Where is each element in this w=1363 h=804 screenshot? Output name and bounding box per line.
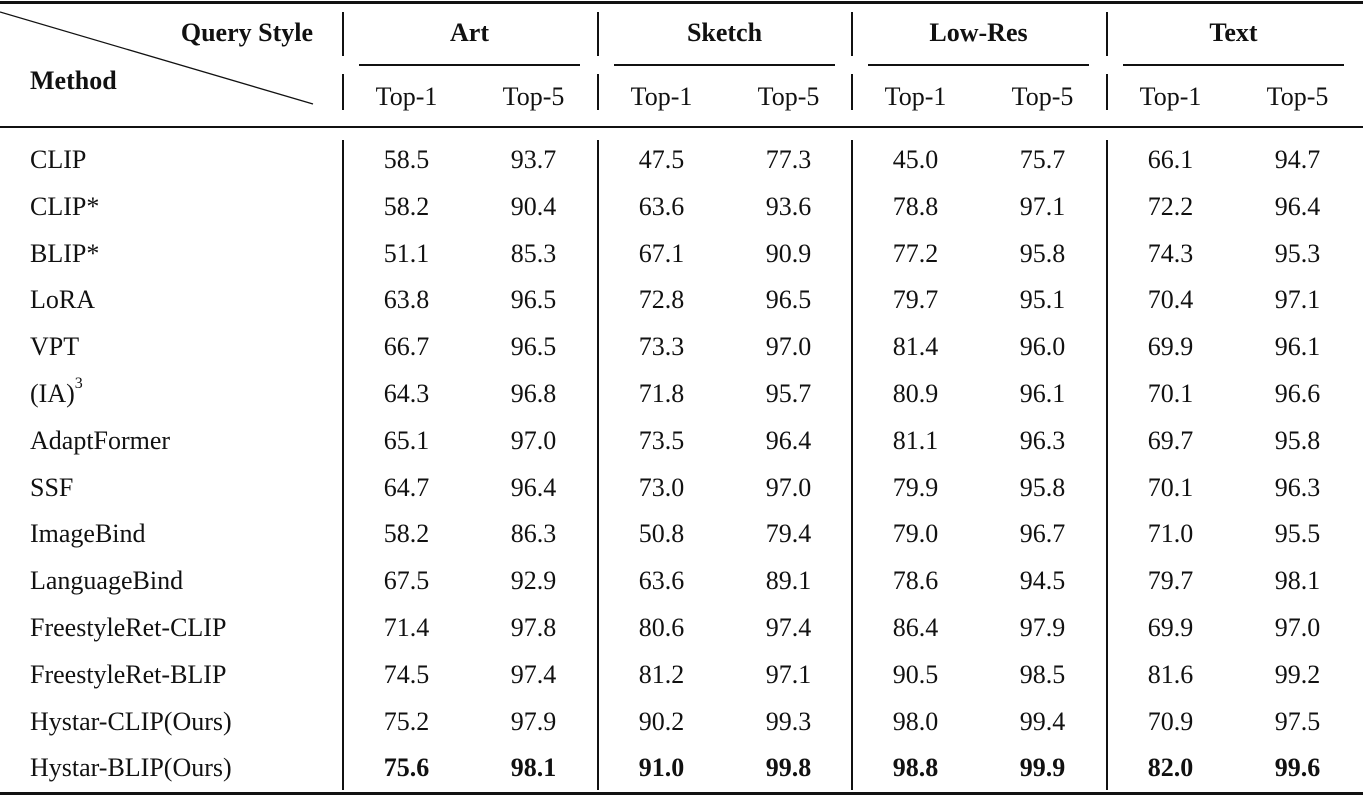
value-cell: 97.1: [1274, 285, 1321, 315]
method-name: [30, 426, 170, 456]
method-text: (IA): [30, 379, 75, 408]
value-cell: 72.8: [638, 285, 685, 315]
table-row: [0, 513, 1363, 559]
value-cell: 97.9: [510, 706, 557, 736]
table-row: [0, 373, 1363, 419]
value-cell: 97.1: [765, 659, 812, 689]
method-text: LanguageBind: [30, 566, 184, 596]
value-cell: 95.8: [1019, 238, 1066, 268]
value-cell: 96.1: [1019, 379, 1066, 408]
value-cell: 47.5: [638, 145, 685, 174]
value-cell: 99.2: [1274, 659, 1321, 689]
method-name: [30, 145, 86, 175]
method-name: [30, 519, 146, 549]
subcolumn-header: Top-1: [630, 82, 693, 111]
table-row: [0, 420, 1363, 466]
method-name: [30, 707, 232, 737]
value-cell: 81.2: [638, 659, 685, 689]
value-cell: 74.5: [383, 659, 430, 689]
value-cell: 70.9: [1147, 706, 1194, 736]
group-header: Art: [450, 18, 489, 47]
value-cell: 63.8: [383, 285, 430, 315]
value-cell: 45.0: [892, 145, 939, 174]
group-underline: [1123, 64, 1344, 66]
subcolumn-header: Top-1: [884, 82, 947, 111]
value-cell: 74.3: [1147, 238, 1194, 268]
method-name: [30, 285, 95, 315]
value-cell: 70.1: [1147, 472, 1194, 502]
subcolumn-header: Top-1: [375, 82, 438, 111]
subcolumn-header: Top-5: [1011, 82, 1074, 111]
method-text: FreestyleRet-BLIP: [30, 659, 227, 689]
value-cell: 97.1: [1019, 191, 1066, 221]
table-row: [0, 467, 1363, 513]
value-cell: 95.8: [1019, 472, 1066, 502]
value-cell: 95.1: [1019, 285, 1066, 315]
value-cell: 96.5: [765, 285, 812, 315]
value-cell: 95.3: [1274, 238, 1321, 268]
value-cell: 86.3: [510, 519, 557, 549]
group-underline: [359, 64, 580, 66]
value-cell: 58.2: [383, 191, 430, 221]
table-row: [0, 654, 1363, 700]
value-cell: 96.0: [1019, 332, 1066, 362]
method-text: FreestyleRet-CLIP: [30, 613, 227, 642]
value-cell: 97.4: [510, 659, 557, 689]
value-cell: 97.0: [765, 332, 812, 362]
value-cell: 97.5: [1274, 706, 1321, 736]
table-row: [0, 747, 1363, 793]
value-cell: 96.6: [1274, 379, 1321, 408]
value-cell: 96.4: [1274, 191, 1321, 221]
table-row: [0, 560, 1363, 606]
value-cell: 98.0: [892, 706, 939, 736]
value-cell: 79.4: [765, 519, 812, 549]
table-row: [0, 139, 1363, 185]
value-cell: 51.1: [383, 238, 430, 268]
value-cell: 96.4: [765, 425, 812, 455]
value-cell: 79.9: [892, 472, 939, 502]
value-cell: 95.7: [765, 379, 812, 408]
value-cell: 93.7: [510, 145, 557, 174]
value-cell: 91.0: [638, 753, 685, 783]
method-superscript: 3: [74, 375, 83, 392]
group-underline: [614, 64, 835, 66]
value-cell: 77.3: [765, 145, 812, 174]
value-cell: 94.7: [1274, 145, 1321, 174]
value-cell: 98.5: [1019, 659, 1066, 689]
value-cell: 97.0: [1274, 613, 1321, 642]
value-cell: 50.8: [638, 519, 685, 549]
method-name: [30, 753, 232, 783]
method-name: [30, 332, 79, 362]
value-cell: 79.7: [892, 285, 939, 315]
group-underline: [868, 64, 1089, 66]
method-name: [30, 660, 226, 690]
value-cell: 93.6: [765, 191, 812, 221]
value-cell: 99.8: [765, 753, 812, 783]
header-rule: [0, 126, 1363, 128]
subcolumn-header: Top-5: [757, 82, 820, 111]
value-cell: 99.9: [1019, 753, 1066, 783]
value-cell: 90.5: [892, 659, 939, 689]
method-name: [30, 566, 183, 596]
method-label: Method: [30, 66, 117, 95]
value-cell: 75.2: [383, 706, 430, 736]
value-cell: 78.6: [892, 566, 939, 596]
method-name: [30, 613, 226, 643]
table-row: [0, 701, 1363, 747]
method-text: CLIP: [30, 145, 87, 174]
value-cell: 98.1: [1274, 566, 1321, 596]
value-cell: 81.4: [892, 332, 939, 362]
value-cell: 71.8: [638, 379, 685, 408]
value-cell: 63.6: [638, 191, 685, 221]
table-row: [0, 279, 1363, 325]
value-cell: 70.4: [1147, 285, 1194, 315]
value-cell: 65.1: [383, 425, 430, 455]
method-text: LoRA: [30, 285, 95, 315]
method-text: BLIP*: [30, 238, 100, 268]
value-cell: 96.3: [1019, 425, 1066, 455]
value-cell: 97.0: [765, 472, 812, 502]
value-cell: 72.2: [1147, 191, 1194, 221]
value-cell: 66.1: [1147, 145, 1194, 174]
value-cell: 69.9: [1147, 332, 1194, 362]
value-cell: 96.4: [510, 472, 557, 502]
value-cell: 94.5: [1019, 566, 1066, 596]
method-text: VPT: [30, 332, 80, 362]
value-cell: 95.8: [1274, 425, 1321, 455]
value-cell: 90.9: [765, 238, 812, 268]
method-name: [30, 375, 83, 409]
subcolumn-header: Top-1: [1139, 82, 1202, 111]
value-cell: 63.6: [638, 566, 685, 596]
table-row: [0, 326, 1363, 372]
value-cell: 77.2: [892, 238, 939, 268]
value-cell: 85.3: [510, 238, 557, 268]
group-header: Text: [1209, 18, 1258, 47]
value-cell: 99.3: [765, 706, 812, 736]
value-cell: 99.4: [1019, 706, 1066, 736]
value-cell: 99.6: [1274, 753, 1321, 783]
value-cell: 69.9: [1147, 613, 1194, 642]
group-header: Sketch: [686, 18, 763, 47]
value-cell: 79.7: [1147, 566, 1194, 596]
value-cell: 70.1: [1147, 379, 1194, 408]
value-cell: 90.2: [638, 706, 685, 736]
value-cell: 69.7: [1147, 425, 1194, 455]
value-cell: 96.7: [1019, 519, 1066, 549]
table-row: [0, 607, 1363, 653]
value-cell: 89.1: [765, 566, 812, 596]
value-cell: 96.5: [510, 332, 557, 362]
value-cell: 75.7: [1019, 145, 1066, 174]
value-cell: 64.3: [383, 379, 430, 408]
value-cell: 82.0: [1147, 753, 1194, 783]
value-cell: 64.7: [383, 472, 430, 502]
value-cell: 73.3: [638, 332, 685, 362]
subcolumn-header: Top-5: [502, 82, 565, 111]
value-cell: 75.6: [383, 753, 430, 783]
table-row: [0, 233, 1363, 279]
method-text: CLIP*: [30, 191, 100, 221]
value-cell: 78.8: [892, 191, 939, 221]
method-text: AdaptFormer: [30, 425, 171, 455]
value-cell: 98.1: [510, 753, 557, 783]
group-header: Low-Res: [929, 18, 1028, 47]
value-cell: 80.6: [638, 613, 685, 642]
value-cell: 58.5: [383, 145, 430, 174]
value-cell: 96.3: [1274, 472, 1321, 502]
value-cell: 67.5: [383, 566, 430, 596]
query-style-label: Query Style: [180, 18, 313, 47]
value-cell: 73.5: [638, 425, 685, 455]
method-text: Hystar-CLIP(Ours): [30, 706, 232, 736]
method-name: [30, 239, 99, 269]
value-cell: 97.4: [765, 613, 812, 642]
subcolumn-header: Top-5: [1266, 82, 1329, 111]
method-text: ImageBind: [30, 519, 146, 549]
value-cell: 96.5: [510, 285, 557, 315]
value-cell: 66.7: [383, 332, 430, 362]
value-cell: 97.8: [510, 613, 557, 642]
value-cell: 71.4: [383, 613, 430, 642]
value-cell: 97.0: [510, 425, 557, 455]
value-cell: 86.4: [892, 613, 939, 642]
table-row: [0, 186, 1363, 232]
value-cell: 92.9: [510, 566, 557, 596]
method-name: [30, 192, 99, 222]
value-cell: 95.5: [1274, 519, 1321, 549]
value-cell: 58.2: [383, 519, 430, 549]
value-cell: 90.4: [510, 191, 557, 221]
value-cell: 96.8: [510, 379, 557, 408]
value-cell: 81.1: [892, 425, 939, 455]
value-cell: 79.0: [892, 519, 939, 549]
value-cell: 71.0: [1147, 519, 1194, 549]
value-cell: 96.1: [1274, 332, 1321, 362]
value-cell: 80.9: [892, 379, 939, 408]
value-cell: 73.0: [638, 472, 685, 502]
value-cell: 97.9: [1019, 613, 1066, 642]
value-cell: 81.6: [1147, 659, 1194, 689]
method-text: Hystar-BLIP(Ours): [30, 753, 232, 783]
method-text: SSF: [30, 472, 74, 502]
method-name: [30, 473, 73, 503]
value-cell: 98.8: [892, 753, 939, 783]
value-cell: 67.1: [638, 238, 685, 268]
